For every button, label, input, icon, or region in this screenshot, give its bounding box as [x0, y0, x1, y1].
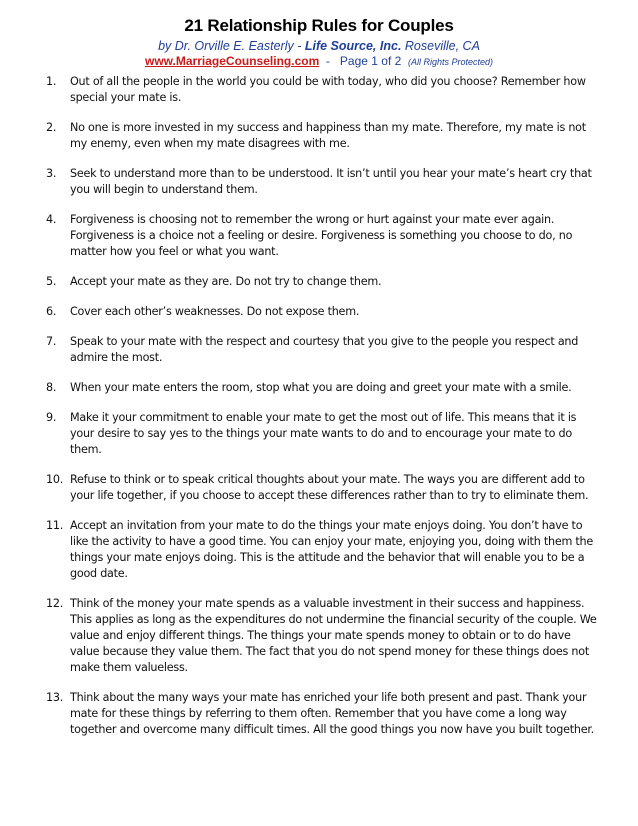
byline-author: by Dr. Orville E. Easterly -: [158, 39, 305, 53]
rule-text: Speak to your mate with the respect and courtesy that you give to the people you respect and admire the most.: [70, 335, 579, 364]
rule-text: Forgiveness is choosing not to remember the wrong or hurt against your mate ever again. Forgiveness is a choice not a feeling or desire. Forgiveness is something you choose to do, no matter how you feel or what you want.: [70, 213, 573, 258]
rule-text: Refuse to think or to speak critical thoughts about your mate. The ways you are different add to your life together, if you choose to accept these differences rather than to try to eliminate them.: [70, 473, 589, 502]
page-info: - Page 1 of 2: [319, 54, 408, 68]
list-item: [46, 166, 600, 198]
rule-number: 2.: [46, 121, 57, 134]
website-link[interactable]: www.MarriageCounseling.com: [144, 54, 320, 68]
rule-number: 10.: [46, 473, 64, 486]
rule-number: 3.: [46, 167, 57, 180]
url-line: [0, 54, 638, 68]
rule-text: Cover each other’s weaknesses. Do not expose them.: [70, 305, 360, 318]
rule-number: 9.: [46, 411, 57, 424]
rule-number: 8.: [46, 381, 57, 394]
list-item: [46, 334, 600, 366]
byline-location: Roseville, CA: [401, 39, 480, 53]
rule-number: 6.: [46, 305, 57, 318]
rule-text: Accept your mate as they are. Do not try to change them.: [70, 275, 382, 288]
rule-text: When your mate enters the room, stop what you are doing and greet your mate with a smile.: [70, 381, 572, 394]
list-item: [46, 596, 600, 676]
rule-text: Make it your commitment to enable your mate to get the most out of life. This means that it is your desire to say yes to the things your mate wants to do and to encourage your mate to do them.: [70, 411, 577, 456]
list-item: [46, 304, 600, 320]
rules-list: [46, 74, 600, 752]
rule-text: Think of the money your mate spends as a valuable investment in their success and happiness. This applies as long as the expenditures do not undermine the financial security of the couple. We value and enjoy different things. The things your mate spends money to obtain or to do have value because they value them. The fact that you do not spend money for these things does not make them valueless.: [70, 597, 597, 674]
list-item: [46, 410, 600, 458]
list-item: [46, 120, 600, 152]
rule-text: Accept an invitation from your mate to do the things your mate enjoys doing. You don’t have to like the activity to have a good time. You can enjoy your mate, enjoying you, doing with them the things your mate enjoys doing. This is the attitude and the behavior that will enable you to be a good date.: [70, 519, 594, 580]
list-item: [46, 212, 600, 260]
list-item: [46, 380, 600, 396]
byline: [0, 39, 638, 53]
rule-text: No one is more invested in my success and happiness than my mate. Therefore, my mate is not my enemy, even when my mate disagrees with me.: [70, 121, 586, 150]
rule-number: 13.: [46, 691, 64, 704]
rule-text: Seek to understand more than to be understood. It isn’t until you hear your mate’s heart cry that you will begin to understand them.: [70, 167, 592, 196]
rule-number: 7.: [46, 335, 57, 348]
list-item: [46, 518, 600, 582]
list-item: [46, 690, 600, 738]
byline-org: Life Source, Inc.: [304, 39, 402, 53]
rule-number: 12.: [46, 597, 64, 610]
rule-number: 4.: [46, 213, 57, 226]
rule-text: Think about the many ways your mate has enriched your life both present and past. Thank your mate for these things by referring to them often. Remember that you have come a long way together and overcome many difficult times. All the good things you now have you built together.: [70, 691, 594, 736]
list-item: [46, 74, 600, 106]
rule-number: 5.: [46, 275, 57, 288]
rights-notice: (All Rights Protected): [407, 57, 493, 67]
rule-text: Out of all the people in the world you could be with today, who did you choose? Remember how special your mate is.: [70, 75, 586, 104]
rule-number: 1.: [46, 75, 57, 88]
rule-number: 11.: [46, 519, 64, 532]
list-item: [46, 274, 600, 290]
page-title: 21 Relationship Rules for Couples: [184, 16, 454, 35]
list-item: [46, 472, 600, 504]
